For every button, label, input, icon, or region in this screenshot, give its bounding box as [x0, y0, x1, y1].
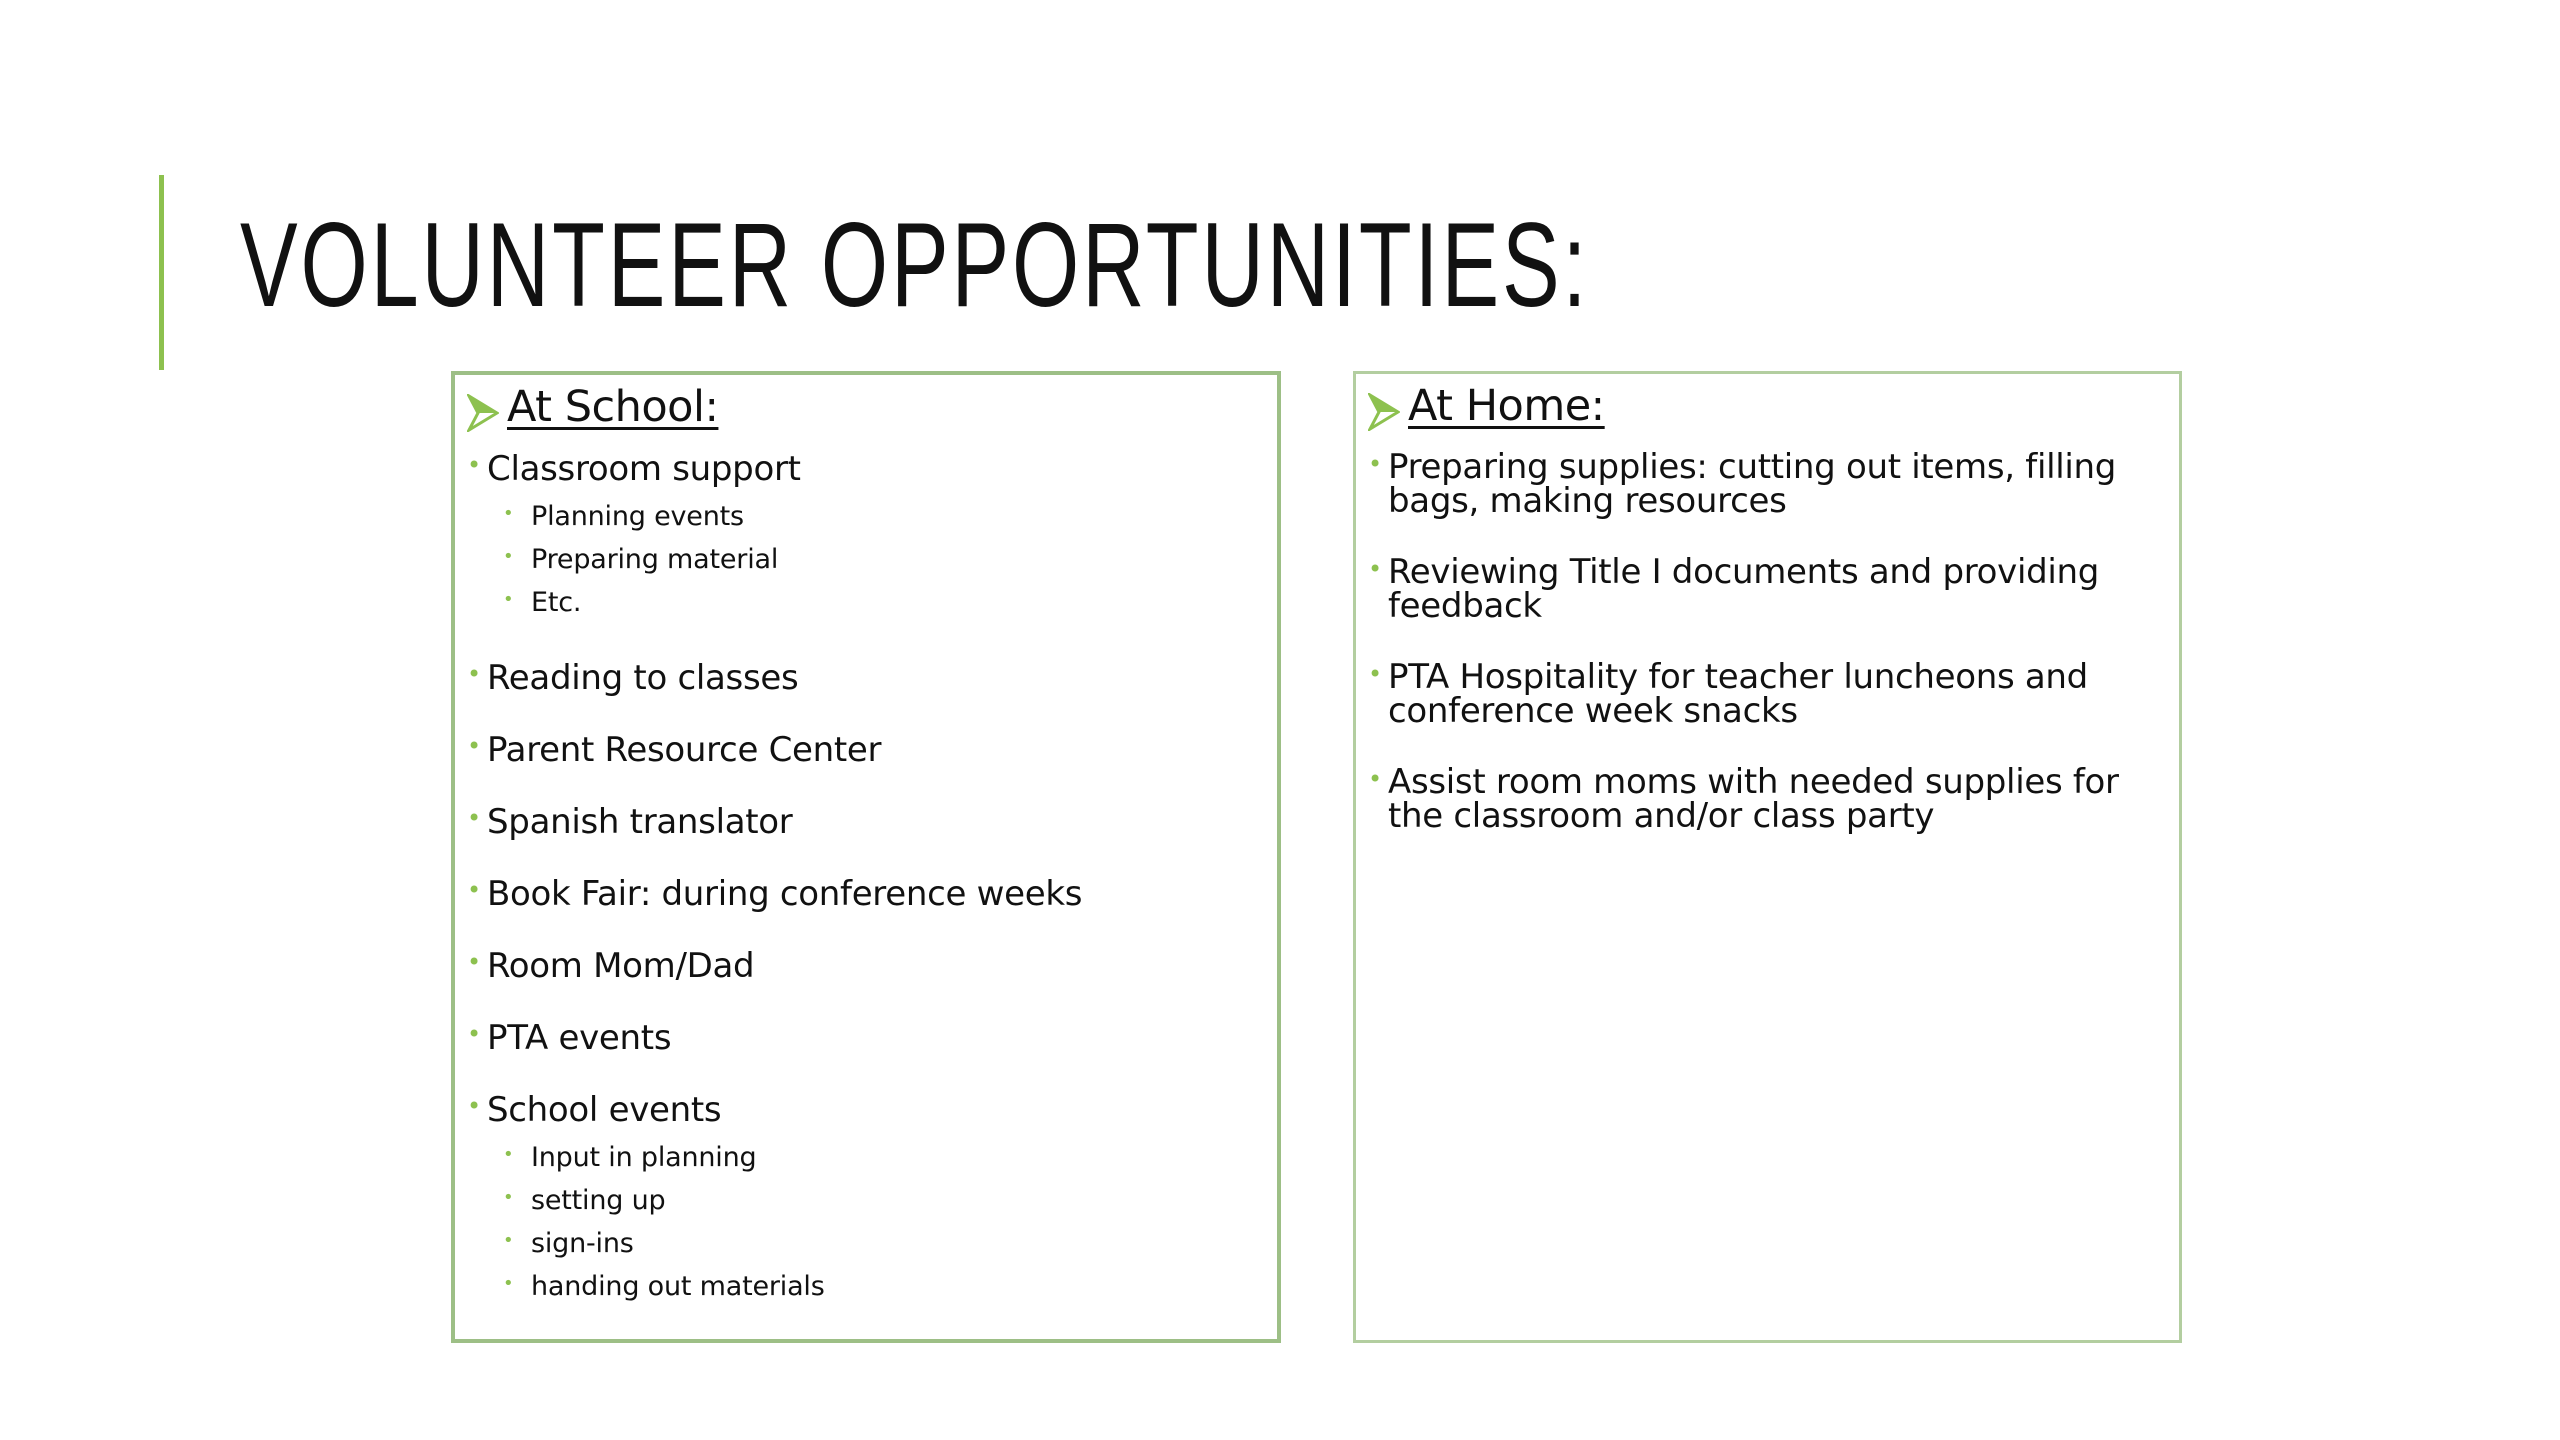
item-label: PTA Hospitality for teacher luncheons and conference week snacks: [1388, 657, 2088, 731]
list-item: [1368, 447, 2169, 521]
list-item: [1368, 762, 2169, 836]
sub-item-label: handing out materials: [531, 1271, 825, 1302]
sub-item-label: Preparing material: [531, 544, 779, 575]
list-item: [467, 1092, 1267, 1308]
item-label: Reviewing Title I documents and providing feedback: [1388, 552, 2100, 626]
at-school-heading-label: At School:: [507, 382, 719, 432]
arrow-bullet-icon: [467, 388, 499, 426]
bullet-dot-icon: •: [1368, 450, 1382, 478]
list-item: [1368, 552, 2169, 626]
sub-list-item: [503, 538, 1267, 581]
bullet-dot-icon: •: [467, 804, 481, 832]
sub-list-item: [503, 1136, 1267, 1179]
item-label: Book Fair: during conference weeks: [487, 874, 1083, 914]
bullet-dot-icon: •: [503, 1144, 514, 1165]
sub-item-label: Etc.: [531, 587, 582, 618]
item-label: School events: [487, 1090, 722, 1130]
at-home-list: [1368, 447, 2169, 870]
list-item: [467, 451, 1267, 624]
sub-item-label: sign-ins: [531, 1228, 634, 1259]
item-label: PTA events: [487, 1018, 672, 1058]
sub-list-item: [503, 1179, 1267, 1222]
sub-item-label: Input in planning: [531, 1142, 757, 1173]
slide-title: VOLUNTEER OPPORTUNITIES:: [240, 198, 1590, 332]
list-item: [467, 948, 1267, 984]
bullet-dot-icon: •: [467, 451, 481, 479]
at-school-list: [467, 451, 1267, 1344]
list-item: [1368, 657, 2169, 731]
sub-list-item: [503, 495, 1267, 538]
bullet-dot-icon: •: [467, 876, 481, 904]
sub-list: [487, 1136, 1267, 1308]
bullet-dot-icon: •: [503, 1187, 514, 1208]
bullet-dot-icon: •: [503, 1273, 514, 1294]
arrow-bullet-icon: [1368, 387, 1400, 425]
item-label: Preparing supplies: cutting out items, filling bags, making resources: [1388, 447, 2117, 521]
item-label: Classroom support: [487, 449, 801, 489]
bullet-dot-icon: •: [503, 503, 514, 524]
list-item: [467, 732, 1267, 768]
item-label: Reading to classes: [487, 658, 799, 698]
at-home-heading-label: At Home:: [1408, 381, 1605, 431]
at-home-box: [1353, 371, 2182, 1343]
bullet-dot-icon: •: [503, 546, 514, 567]
bullet-dot-icon: •: [1368, 555, 1382, 583]
sub-item-label: setting up: [531, 1185, 666, 1216]
list-item: [467, 876, 1267, 912]
title-accent-bar: [159, 175, 164, 370]
item-label: Room Mom/Dad: [487, 946, 755, 986]
bullet-dot-icon: •: [467, 660, 481, 688]
item-label: Spanish translator: [487, 802, 793, 842]
sub-list-item: [503, 1222, 1267, 1265]
at-home-heading: [1368, 376, 1605, 436]
item-label: Parent Resource Center: [487, 730, 882, 770]
sub-item-label: Planning events: [531, 501, 744, 532]
bullet-dot-icon: •: [467, 732, 481, 760]
list-item: [467, 1020, 1267, 1056]
bullet-dot-icon: •: [503, 1230, 514, 1251]
at-school-heading: [467, 377, 718, 437]
at-school-box: [451, 371, 1281, 1343]
bullet-dot-icon: •: [467, 1092, 481, 1120]
list-item: [467, 660, 1267, 696]
bullet-dot-icon: •: [1368, 660, 1382, 688]
bullet-dot-icon: •: [503, 589, 514, 610]
bullet-dot-icon: •: [467, 1020, 481, 1048]
sub-list-item: [503, 1265, 1267, 1308]
bullet-dot-icon: •: [467, 948, 481, 976]
item-label: Assist room moms with needed supplies for the classroom and/or class party: [1388, 762, 2119, 836]
list-item: [467, 804, 1267, 840]
bullet-dot-icon: •: [1368, 765, 1382, 793]
sub-list-item: [503, 581, 1267, 624]
sub-list: [487, 495, 1267, 624]
